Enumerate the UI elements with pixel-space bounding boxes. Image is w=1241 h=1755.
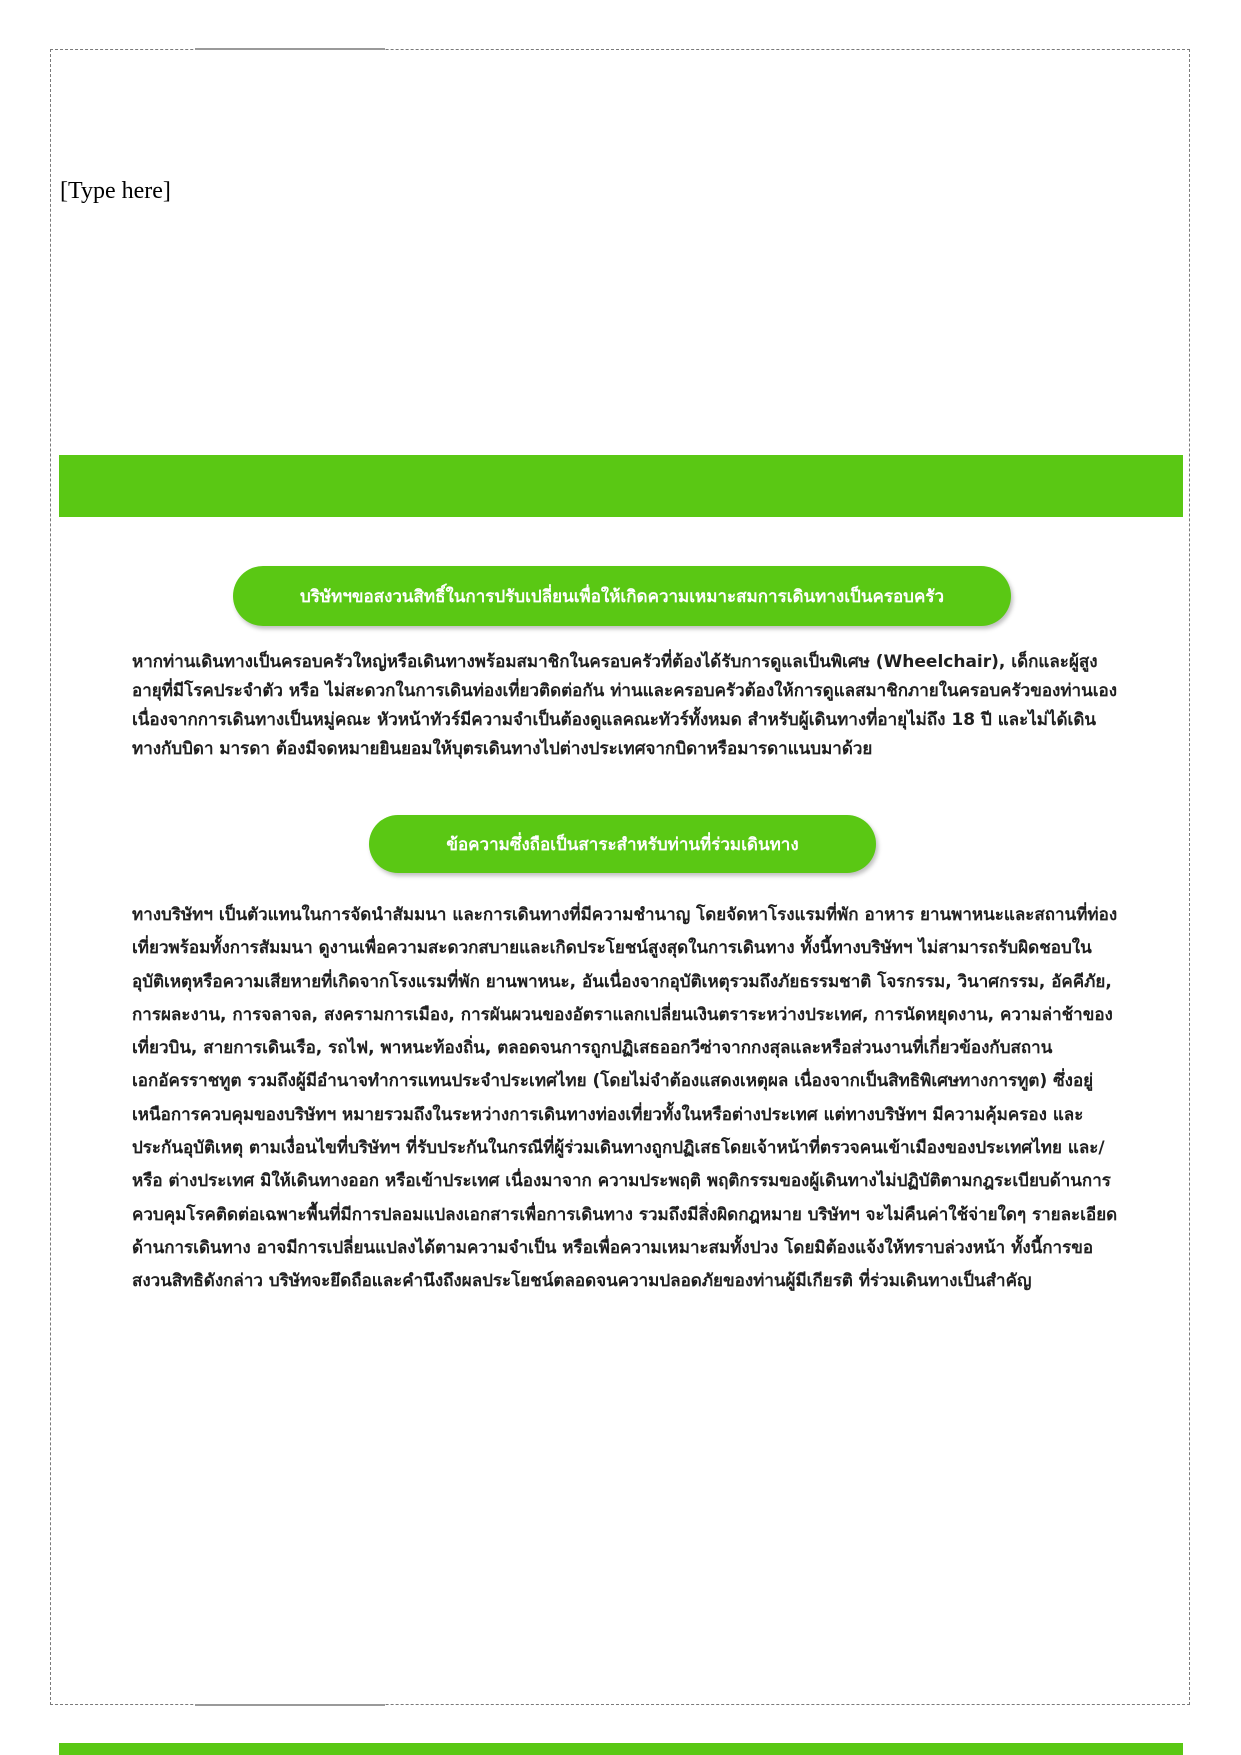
page-frame <box>50 49 1190 1705</box>
section-heading-important-notes: ข้อความซึ่งถือเป็นสาระสำหรับท่านที่ร่วมเดินทาง <box>369 815 876 873</box>
section-heading-family-travel: บริษัทฯขอสงวนสิทธิ์ในการปรับเปลี่ยนเพื่อให้เกิดความเหมาะสมการเดินทางเป็นครอบครัว <box>233 566 1011 626</box>
paragraph-important-notes: ทางบริษัทฯ เป็นตัวแทนในการจัดนำสัมมนา และการเดินทางที่มีความชำนาญ โดยจัดหาโรงแรมที่พัก อาหาร ยานพาหนะและสถานที่ท่องเที่ยวพร้อมทั้งการสัมมนา ดูงานเพื่อความสะดวกสบายและเกิดประโยชน์สูงสุดในการเดินทาง ทั้งนี้ทางบริษัทฯ ไม่สามารถรับผิดชอบในอุบัติเหตุหรือความเสียหายที่เกิดจากโรงแรมที่พัก ยานพาหนะ, อันเนื่องจากอุบัติเหตุรวมถึงภัยธรรมชาติ โจรกรรม, วินาศกรรม, อัคคีภัย, การผละงาน, การจลาจล, สงครามการเมือง, การผันผวนของอัตราแลกเปลี่ยนเงินตราระหว่างประเทศ, การนัดหยุดงาน, ความล่าช้าของเที่ยวบิน, สายการเดินเรือ, รถไฟ, พาหนะท้องถิ่น, ตลอดจนการถูกปฏิเสธออกวีซ่าจากกงสุลและหรือส่วนงานที่เกี่ยวข้องกับสถานเอกอัครราชทูต รวมถึงผู้มีอำนาจทำการแทนประจำประเทศไทย (โดยไม่จำต้องแสดงเหตุผล เนื่องจากเป็นสิทธิพิเศษทางการทูต) ซึ่งอยู่เหนือการควบคุมของบริษัทฯ หมายรวมถึงในระหว่างการเดินทางท่องเที่ยวทั้งในหรือต่างประเทศ แต่ทางบริษัทฯ มีความคุ้มครอง และประกันอุบัติเหตุ ตามเงื่อนไขที่บริษัทฯ ที่รับประกันในกรณีที่ผู้ร่วมเดินทางถูกปฏิเสธโดยเจ้าหน้าที่ตรวจคนเข้าเมืองของประเทศไทย และ/หรือ ต่างประเทศ มิให้เดินทางออก หรือเข้าประเทศ เนื่องมาจาก ความประพฤติ พฤติกรรมของผู้เดินทางไม่ปฏิบัติตามกฎระเบียบด้านการควบคุมโรคติดต่อเฉพาะพื้นที่มีการปลอมแปลงเอกสารเพื่อการเดินทาง รวมถึงมีสิ่งผิดกฎหมาย บริษัทฯ จะไม่คืนค่าใช้จ่ายใดๆ รายละเอียดด้านการเดินทาง อาจมีการเปลี่ยนแปลงได้ตามความจำเป็น หรือเพื่อความเหมาะสมทั้งปวง โดยมิต้องแจ้งให้ทราบล่วงหน้า ทั้งนี้การขอสงวนสิทธิดังกล่าว บริษัทจะยึดถือและคำนึงถึงผลประโยชน์ตลอดจนความปลอดภัยของท่านผู้มีเกียรติ ที่ร่วมเดินทางเป็นสำคัญ <box>132 905 1118 1292</box>
paragraph-family-travel: หากท่านเดินทางเป็นครอบครัวใหญ่หรือเดินทางพร้อมสมาชิกในครอบครัวที่ต้องได้รับการดูแลเป็นพิเศษ (Wheelchair), เด็กและผู้สูงอายุที่มีโรคประจำตัว หรือ ไม่สะดวกในการเดินท่องเที่ยวติดต่อกัน ท่านและครอบครัวต้องให้การดูแลสมาชิกภายในครอบครัวของท่านเอง เนื่องจากการเดินทางเป็นหมู่คณะ หัวหน้าทัวร์มีความจำเป็นต้องดูแลคณะทัวร์ทั้งหมด สำหรับผู้เดินทางที่อายุไม่ถึง 18 ปี และไม่ได้เดินทางกับบิดา มารดา ต้องมีจดหมายยินยอมให้บุตรเดินทางไปต่างประเทศจากบิดาหรือมารดาแนบมาด้วย <box>132 652 1118 759</box>
footer-divider <box>195 1704 385 1706</box>
header-divider <box>195 48 385 50</box>
green-banner-bottom <box>59 1743 1183 1755</box>
header-placeholder[interactable]: [Type here] <box>60 178 171 204</box>
green-banner <box>59 455 1183 517</box>
